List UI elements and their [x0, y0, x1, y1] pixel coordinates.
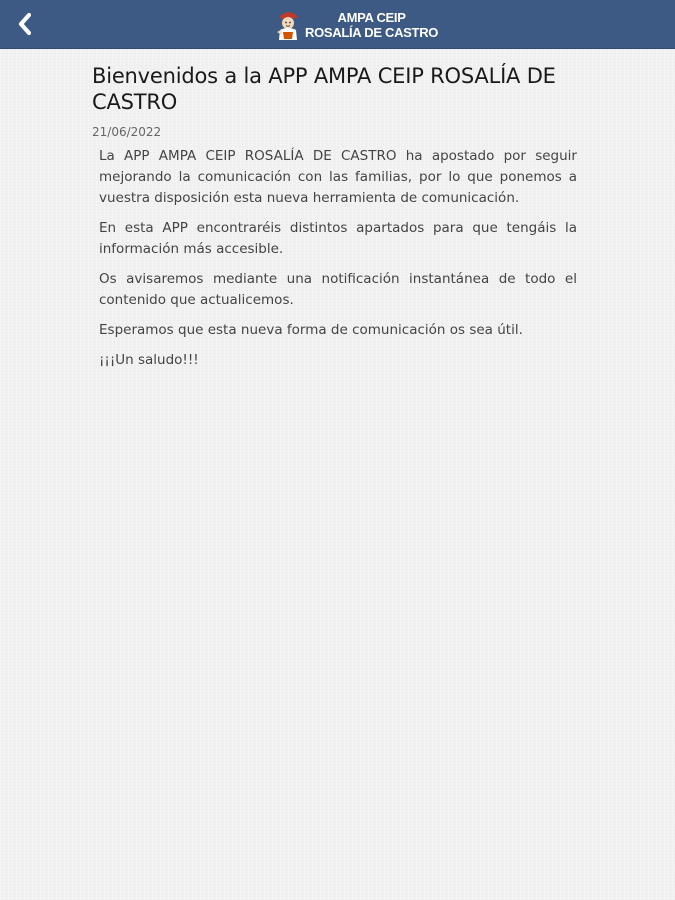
brand-text: [305, 10, 438, 40]
brand-line-2: ROSALÍA DE CASTRO: [305, 25, 439, 40]
post-paragraph: Os avisaremos mediante una notificación instantánea de todo el contenido que actualicemos.: [99, 271, 577, 308]
post-content: [92, 63, 592, 380]
post-title: Bienvenidos a la APP AMPA CEIP ROSALÍA DE CASTRO: [92, 64, 556, 114]
post-body: [92, 146, 577, 371]
post-paragraph: La APP AMPA CEIP ROSALÍA DE CASTRO ha apostado por seguir mejorando la comunicación con las familias, por lo que ponemos a vuestra disposición esta nueva herramienta de comunicación.: [99, 148, 577, 206]
brand-line-1: AMPA CEIP: [337, 10, 406, 25]
ampa-logo-icon: [274, 8, 302, 42]
post-paragraph: En esta APP encontraréis distintos apartados para que tengáis la información más accesible.: [99, 220, 577, 257]
brand: [274, 6, 438, 44]
chevron-left-icon: [16, 12, 34, 36]
post-paragraph: Esperamos que esta nueva forma de comunicación os sea útil.: [99, 322, 523, 338]
back-button[interactable]: [8, 7, 42, 41]
top-app-bar: [0, 0, 675, 49]
post-date: 21/06/2022: [92, 125, 162, 139]
post-paragraph: ¡¡¡Un saludo!!!: [99, 352, 199, 368]
